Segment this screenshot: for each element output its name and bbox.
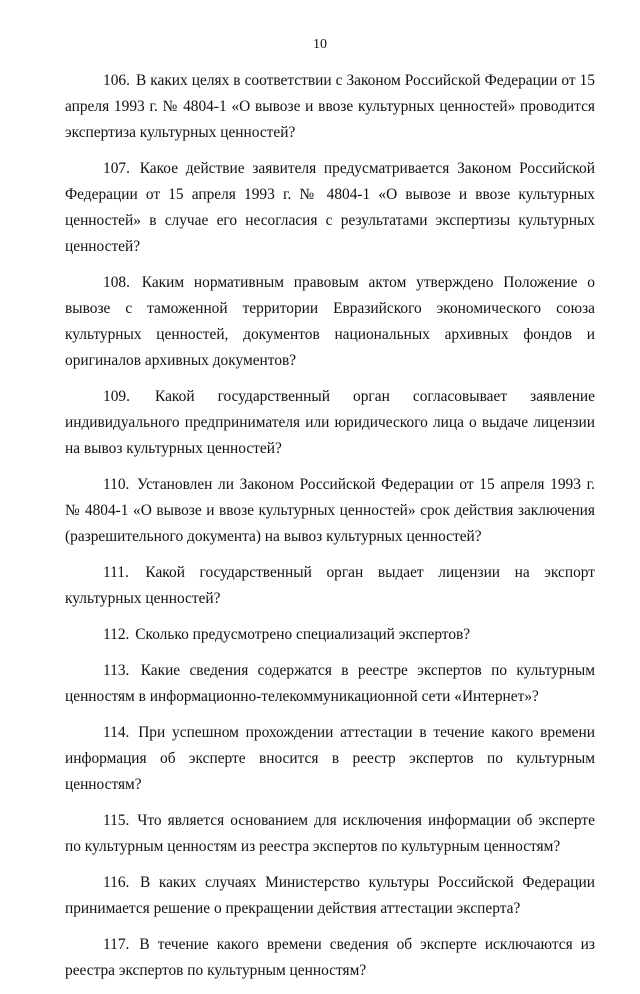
question-text: Установлен ли Законом Российской Федерации от 15 апреля 1993 г. № 4804-1 «О вывозе и ввозе культурных ценностей» срок действия заключения (разрешительного документа) на вывоз культурных ценностей? xyxy=(65,476,595,545)
question-107 xyxy=(65,156,595,260)
question-number: 107. xyxy=(103,160,130,177)
question-108 xyxy=(65,270,595,374)
question-text: Какой государственный орган выдает лицензии на экспорт культурных ценностей? xyxy=(65,564,595,607)
question-number: 114. xyxy=(103,724,130,741)
question-114 xyxy=(65,720,595,798)
question-number: 110. xyxy=(103,476,130,493)
question-112 xyxy=(65,622,595,648)
question-113 xyxy=(65,658,595,710)
question-text: Что является основанием для исключения информации об эксперте по культурным ценностям из реестра экспертов по культурным ценностям? xyxy=(65,812,595,855)
question-109 xyxy=(65,384,595,462)
page-number: 10 xyxy=(313,37,327,52)
question-number: 117. xyxy=(103,936,130,953)
question-number: 115. xyxy=(103,812,130,829)
question-number: 106. xyxy=(103,72,130,89)
question-111 xyxy=(65,560,595,612)
question-text: В течение какого времени сведения об эксперте исключаются из реестра экспертов по культурным ценностям? xyxy=(65,936,595,979)
question-text: Сколько предусмотрено специализаций экспертов? xyxy=(135,626,471,643)
question-117 xyxy=(65,932,595,984)
question-text: Какой государственный орган согласовывает заявление индивидуального предпринимателя или юридического лица о выдаче лицензии на вывоз культурных ценностей? xyxy=(65,388,595,457)
question-number: 108. xyxy=(103,274,130,291)
question-115 xyxy=(65,808,595,860)
question-text: Какие сведения содержатся в реестре экспертов по культурным ценностям в информационно-телекоммуникационной сети «Интернет»? xyxy=(65,662,595,705)
question-116 xyxy=(65,870,595,922)
question-number: 112. xyxy=(103,626,130,643)
question-106 xyxy=(65,68,595,146)
question-text: В каких целях в соответствии с Законом Российской Федерации от 15 апреля 1993 г. № 4804-1 «О вывозе и ввозе культурных ценностей» проводится экспертиза культурных ценностей? xyxy=(65,72,595,141)
question-list xyxy=(65,68,595,994)
question-number: 116. xyxy=(103,874,130,891)
question-110 xyxy=(65,472,595,550)
question-text: При успешном прохождении аттестации в течение какого времени информация об эксперте вносится в реестр экспертов по культурным ценностям? xyxy=(65,724,595,793)
question-text: В каких случаях Министерство культуры Российской Федерации принимается решение о прекращении действия аттестации эксперта? xyxy=(65,874,595,917)
question-number: 113. xyxy=(103,662,130,679)
question-number: 111. xyxy=(103,564,129,581)
question-text: Какое действие заявителя предусматривается Законом Российской Федерации от 15 апреля 1993 г. № 4804-1 «О вывозе и ввозе культурных ценностей» в случае его несогласия с результатами экспертизы культурных ценностей? xyxy=(65,160,595,255)
question-number: 109. xyxy=(103,388,130,405)
question-text: Каким нормативным правовым актом утверждено Положение о вывозе с таможенной территории Евразийского экономического союза культурных ценностей, документов национальных архивных фондов и оригиналов архивных документов? xyxy=(65,274,595,369)
